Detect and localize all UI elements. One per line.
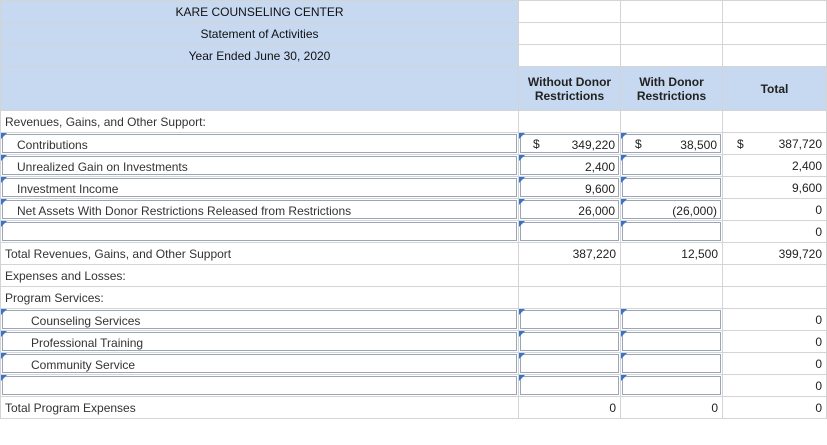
company-name: KARE COUNSELING CENTER — [1, 1, 519, 23]
blank-revenue-label-input[interactable] — [1, 221, 519, 243]
unrealized-gain-total: 2,400 — [723, 155, 827, 177]
table-row — [1, 397, 827, 419]
expenses-section-label: Expenses and Losses: — [1, 265, 519, 287]
company-row — [1, 1, 827, 23]
unrealized-gain-with-input[interactable] — [621, 155, 723, 177]
table-row — [1, 243, 827, 265]
blank-revenue-without-input[interactable] — [519, 221, 621, 243]
table-row — [1, 133, 827, 155]
total-revenues-without: 387,220 — [519, 243, 621, 265]
col-header-total: Total — [723, 67, 827, 111]
contributions-without-input[interactable]: $ 349,220 — [519, 133, 621, 155]
investment-income-with-input[interactable] — [621, 177, 723, 199]
blank-program-without-input[interactable] — [519, 375, 621, 397]
table-row — [1, 375, 827, 397]
expenses-header-row — [1, 265, 827, 287]
total-program-label: Total Program Expenses — [1, 397, 519, 419]
investment-income-without-input[interactable]: 9,600 — [519, 177, 621, 199]
statement-period: Year Ended June 30, 2020 — [1, 45, 519, 67]
blank-revenue-with-input[interactable] — [621, 221, 723, 243]
blank-program-total: 0 — [723, 375, 827, 397]
net-assets-released-label-input[interactable]: Net Assets With Donor Restrictions Released from Restrictions — [1, 199, 519, 221]
blank-revenue-total: 0 — [723, 221, 827, 243]
investment-income-total: 9,600 — [723, 177, 827, 199]
community-service-label-input[interactable]: Community Service — [1, 353, 519, 375]
contributions-total: $ 387,720 — [723, 133, 827, 155]
professional-training-total: 0 — [723, 331, 827, 353]
total-revenues-total: 399,720 — [723, 243, 827, 265]
revenues-header-row — [1, 111, 827, 133]
table-row — [1, 177, 827, 199]
counseling-label-input[interactable]: Counseling Services — [1, 309, 519, 331]
contributions-with-input[interactable]: $ 38,500 — [621, 133, 723, 155]
unrealized-gain-label-input[interactable]: Unrealized Gain on Investments — [1, 155, 519, 177]
community-service-with-input[interactable] — [621, 353, 723, 375]
counseling-total: 0 — [723, 309, 827, 331]
period-row — [1, 45, 827, 67]
net-assets-released-total: 0 — [723, 199, 827, 221]
program-services-label: Program Services: — [1, 287, 519, 309]
investment-income-label-input[interactable]: Investment Income — [1, 177, 519, 199]
table-row — [1, 155, 827, 177]
table-row — [1, 221, 827, 243]
total-program-with: 0 — [621, 397, 723, 419]
counseling-with-input[interactable] — [621, 309, 723, 331]
total-program-total: 0 — [723, 397, 827, 419]
table-row — [1, 331, 827, 353]
total-program-without: 0 — [519, 397, 621, 419]
community-service-total: 0 — [723, 353, 827, 375]
col-header-with-donor: With Donor Restrictions — [621, 67, 723, 111]
statement-title: Statement of Activities — [1, 23, 519, 45]
unrealized-gain-without-input[interactable]: 2,400 — [519, 155, 621, 177]
program-services-header-row — [1, 287, 827, 309]
counseling-without-input[interactable] — [519, 309, 621, 331]
blank-program-with-input[interactable] — [621, 375, 723, 397]
net-assets-released-with-input[interactable]: (26,000) — [621, 199, 723, 221]
table-row — [1, 353, 827, 375]
revenues-section-label: Revenues, Gains, and Other Support: — [1, 111, 519, 133]
total-revenues-with: 12,500 — [621, 243, 723, 265]
column-header-row — [1, 67, 827, 111]
professional-training-without-input[interactable] — [519, 331, 621, 353]
blank-program-label-input[interactable] — [1, 375, 519, 397]
community-service-without-input[interactable] — [519, 353, 621, 375]
table-row — [1, 199, 827, 221]
total-revenues-label: Total Revenues, Gains, and Other Support — [1, 243, 519, 265]
professional-training-with-input[interactable] — [621, 331, 723, 353]
table-row — [1, 309, 827, 331]
col-header-without-donor: Without Donor Restrictions — [519, 67, 621, 111]
professional-training-label-input[interactable]: Professional Training — [1, 331, 519, 353]
statement-row — [1, 23, 827, 45]
net-assets-released-without-input[interactable]: 26,000 — [519, 199, 621, 221]
contributions-label-input[interactable]: Contributions — [1, 133, 519, 155]
